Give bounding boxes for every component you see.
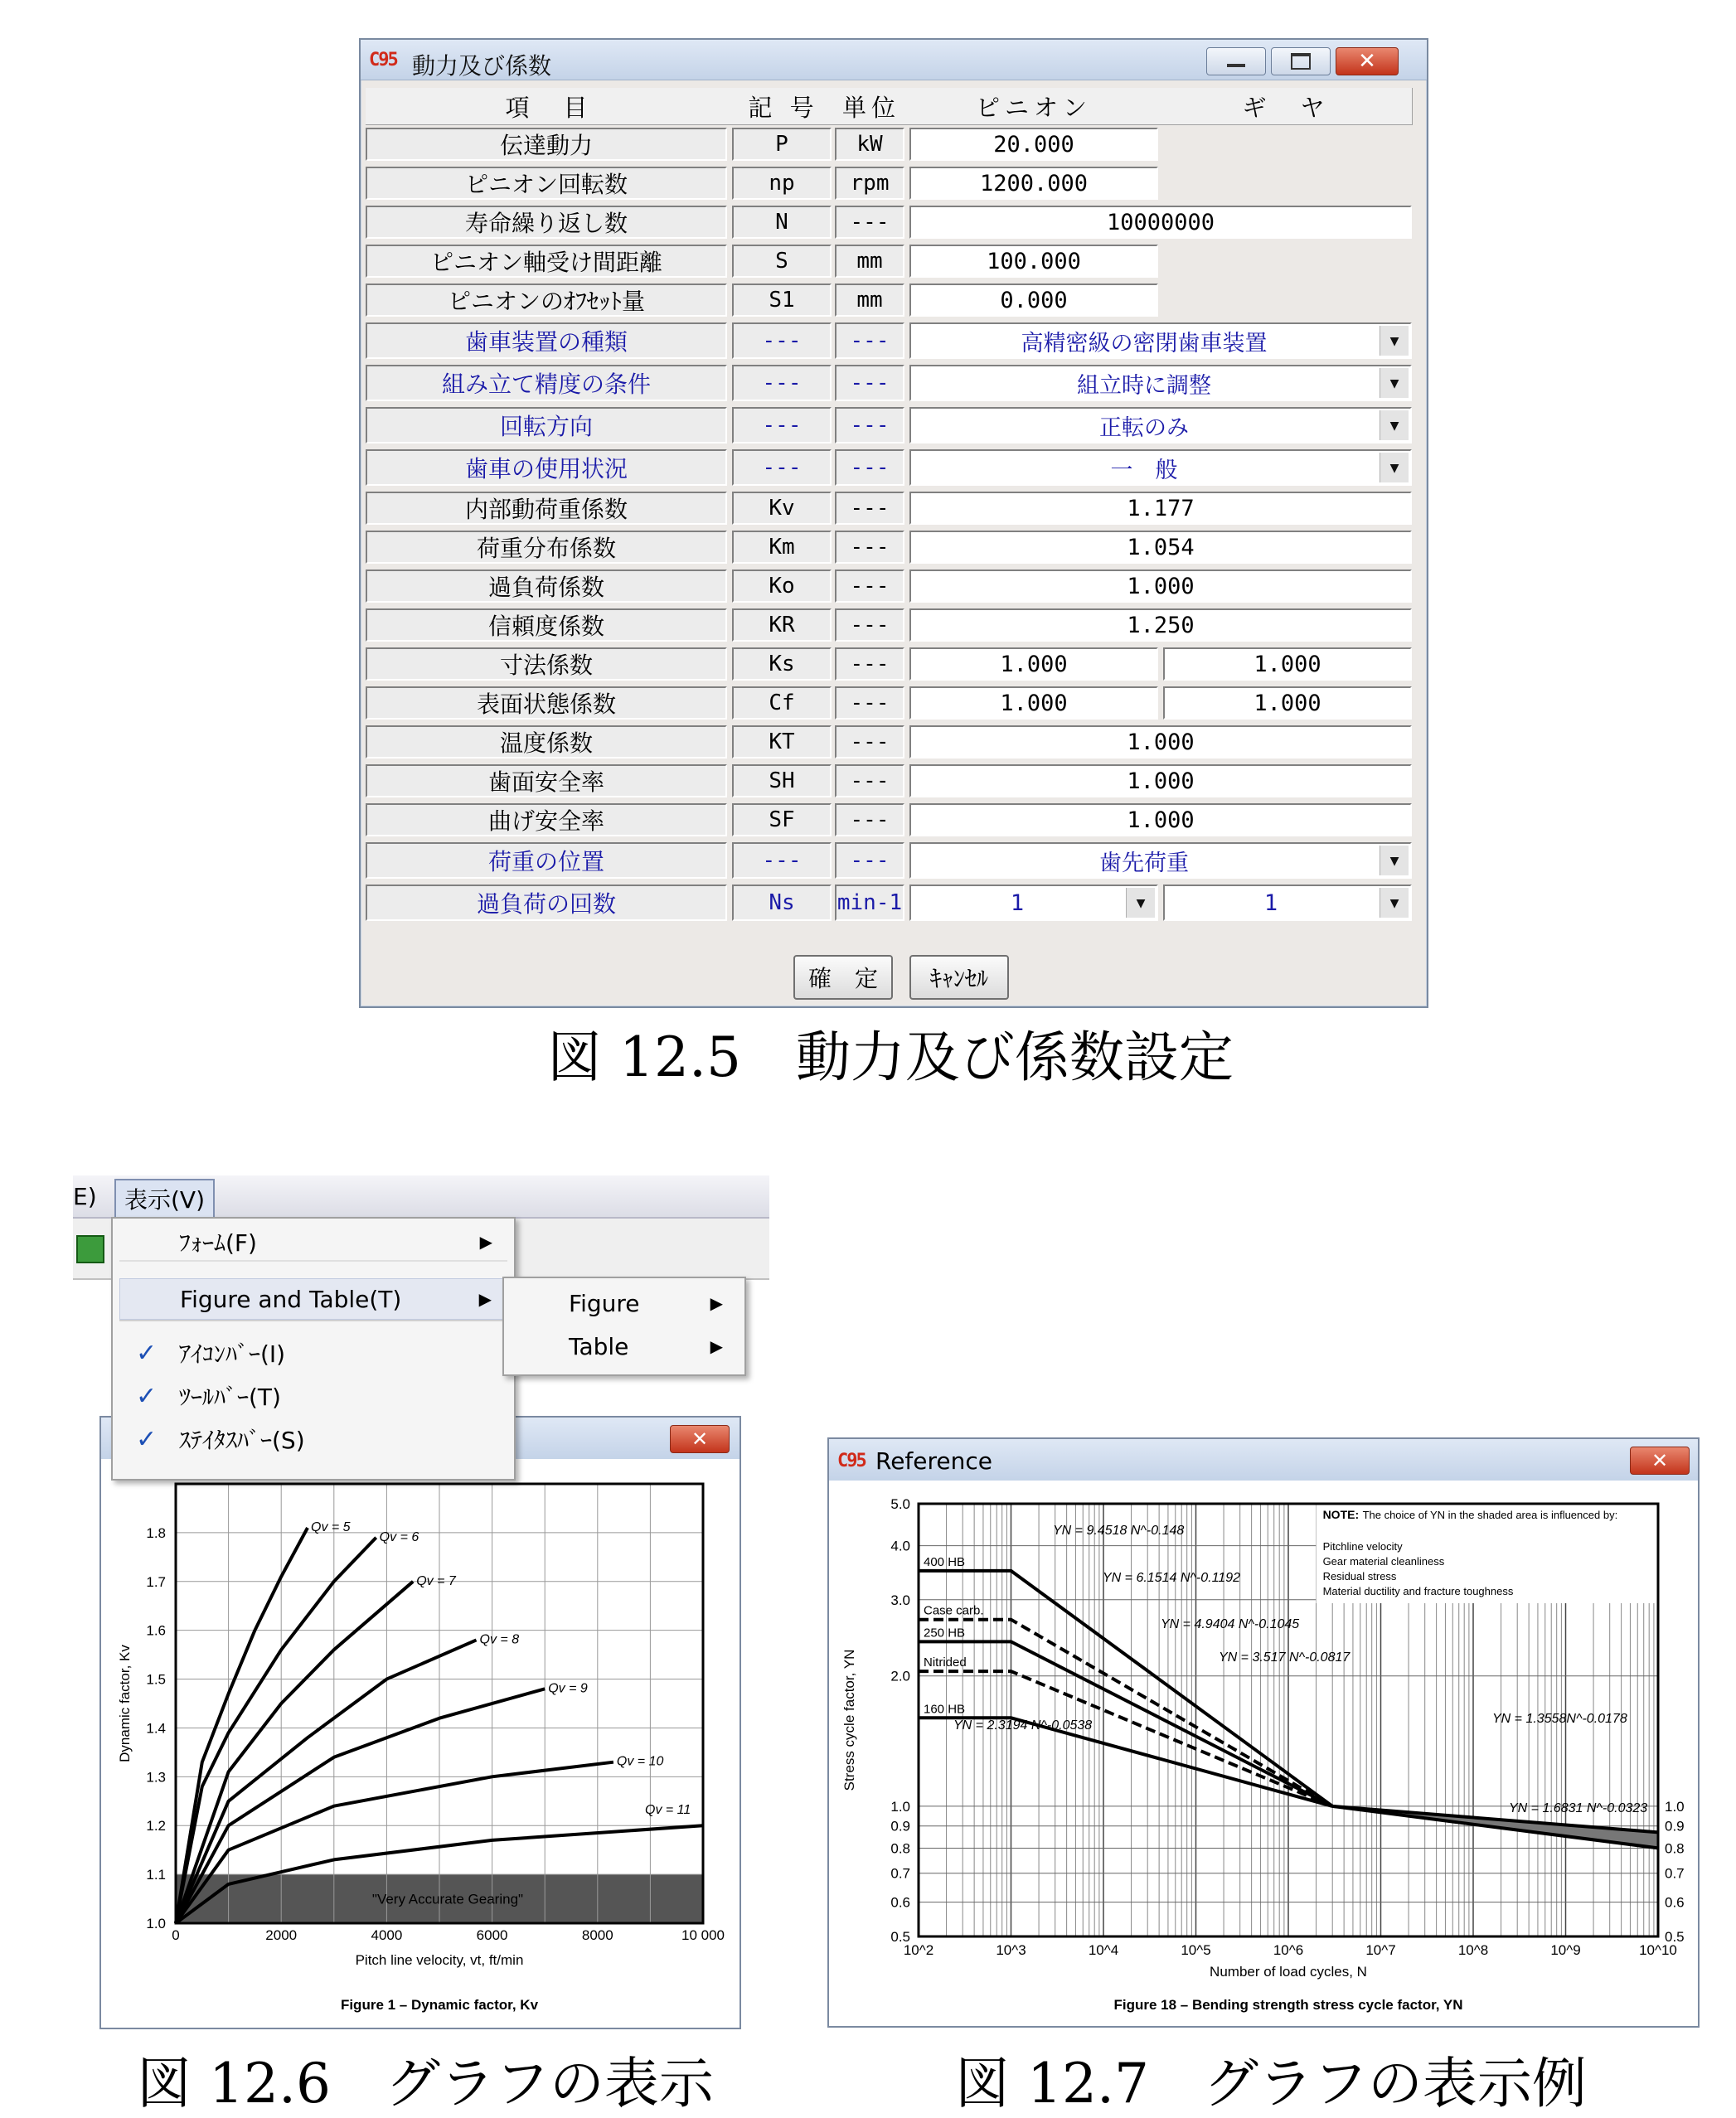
chevron-down-icon[interactable]: ▼ bbox=[1380, 368, 1409, 398]
select-value: 高精密級の密閉歯車装置 bbox=[1021, 330, 1268, 356]
chevron-down-icon[interactable]: ▼ bbox=[1380, 846, 1409, 875]
x-tick-label: 4000 bbox=[371, 1927, 403, 1943]
row-label: 温度係数 bbox=[366, 725, 727, 759]
row-label: 内部動荷重係数 bbox=[366, 492, 727, 525]
figure-caption: Figure 18 – Bending strength stress cycle factor, YN bbox=[1113, 1997, 1463, 2013]
row-unit: --- bbox=[835, 803, 904, 836]
note-title: NOTE: bbox=[1322, 1508, 1360, 1521]
y-tick-label: 1.8 bbox=[146, 1524, 166, 1541]
ok-button[interactable]: 確 定 bbox=[793, 955, 893, 1000]
x-tick-label: 0 bbox=[172, 1927, 180, 1943]
minimize-button[interactable] bbox=[1206, 47, 1266, 75]
row-label: 過負荷の回数 bbox=[366, 885, 727, 921]
value-field[interactable]: 1.000 bbox=[909, 725, 1412, 759]
gear-value-field[interactable]: 1.000 bbox=[1163, 686, 1412, 720]
value-field[interactable]: 1.000 bbox=[909, 764, 1412, 797]
close-icon: ✕ bbox=[691, 1427, 709, 1451]
header-cell: 記 号 bbox=[732, 88, 836, 125]
submenu-arrow-icon: ▶ bbox=[710, 1293, 723, 1313]
reference-title: Reference bbox=[875, 1447, 992, 1475]
note-item: Residual stress bbox=[1322, 1570, 1397, 1582]
y-tick-label-right: 1.0 bbox=[1665, 1798, 1685, 1815]
option-select[interactable] bbox=[909, 449, 1412, 486]
row-symbol: np bbox=[732, 167, 832, 200]
row-label: 信頼度係数 bbox=[366, 608, 727, 642]
row-symbol: KT bbox=[732, 725, 832, 759]
kv-close-button[interactable] bbox=[670, 1425, 730, 1453]
row-symbol: Ko bbox=[732, 569, 832, 603]
x-tick-label: 10^4 bbox=[1088, 1942, 1119, 1958]
row-label: 表面状態係数 bbox=[366, 686, 727, 720]
yn-curve bbox=[919, 1671, 1332, 1806]
kv-curve-label: Qv = 7 bbox=[416, 1573, 456, 1588]
menu-item[interactable] bbox=[119, 1278, 507, 1320]
pinion-value-field[interactable]: 0.000 bbox=[909, 284, 1158, 317]
row-label: 歯面安全率 bbox=[366, 764, 727, 797]
menu-item-label: Figure and Table(T) bbox=[180, 1285, 402, 1313]
y-tick-label: 1.3 bbox=[146, 1769, 166, 1786]
formula-annotation: YN = 3.517 N^-0.0817 bbox=[1219, 1650, 1350, 1665]
y-tick-label: 3.0 bbox=[890, 1592, 910, 1608]
row-symbol: Ks bbox=[732, 647, 832, 681]
x-tick-label: 10^8 bbox=[1457, 1942, 1489, 1958]
x-axis-label: Number of load cycles, N bbox=[1210, 1964, 1367, 1980]
y-tick-label-right: 0.6 bbox=[1665, 1894, 1685, 1911]
row-unit: min-1 bbox=[835, 885, 904, 921]
submenu-arrow-icon: ▶ bbox=[479, 1232, 492, 1252]
submenu-arrow-icon: ▶ bbox=[478, 1289, 492, 1309]
formula-annotation: YN = 6.1514 N^-0.1192 bbox=[1103, 1571, 1240, 1585]
row-unit: --- bbox=[835, 842, 904, 879]
value-field[interactable]: 1.000 bbox=[909, 803, 1412, 836]
row-symbol: S1 bbox=[732, 284, 832, 317]
pinion-value-field[interactable]: 1.000 bbox=[909, 686, 1158, 720]
row-unit: --- bbox=[835, 449, 904, 486]
row-label: 曲げ安全率 bbox=[366, 803, 727, 836]
pinion-select[interactable] bbox=[909, 885, 1158, 921]
material-label: 250 HB bbox=[924, 1626, 966, 1641]
select-value: 一 般 bbox=[1110, 457, 1178, 483]
green-tool-icon[interactable] bbox=[76, 1235, 104, 1263]
row-unit: mm bbox=[835, 245, 904, 278]
y-tick-label: 0.9 bbox=[890, 1818, 910, 1834]
x-tick-label: 10^7 bbox=[1365, 1942, 1396, 1958]
value-field[interactable]: 1.177 bbox=[909, 492, 1412, 525]
row-label: 伝達動力 bbox=[366, 128, 727, 161]
row-label: ピニオン回転数 bbox=[366, 167, 727, 200]
close-icon: ✕ bbox=[1651, 1449, 1669, 1472]
submenu-item[interactable] bbox=[511, 1326, 738, 1366]
minimize-icon bbox=[1227, 64, 1245, 67]
chevron-down-icon[interactable]: ▼ bbox=[1380, 410, 1409, 440]
caption-fig-12-7: 図 12.7 グラフの表示例 bbox=[955, 2052, 1587, 2116]
x-tick-label: 2000 bbox=[265, 1927, 298, 1943]
kv-curve-label: Qv = 11 bbox=[645, 1803, 691, 1818]
row-unit: kW bbox=[835, 128, 904, 161]
row-symbol: SF bbox=[732, 803, 832, 836]
checkmark-icon: ✓ bbox=[136, 1424, 158, 1454]
row-unit: --- bbox=[835, 569, 904, 603]
y-tick-label-right: 0.9 bbox=[1665, 1818, 1685, 1834]
reference-titlebar[interactable] bbox=[829, 1439, 1698, 1481]
y-tick-label: 5.0 bbox=[890, 1496, 910, 1512]
power-coefficient-dialog bbox=[359, 38, 1428, 1008]
material-label: 400 HB bbox=[924, 1554, 966, 1569]
row-label: 荷重の位置 bbox=[366, 842, 727, 879]
select-value: 歯先荷重 bbox=[1099, 850, 1189, 876]
pinion-value-field[interactable]: 1200.000 bbox=[909, 167, 1158, 200]
formula-annotation: YN = 1.3558N^-0.0178 bbox=[1492, 1712, 1627, 1726]
chevron-down-icon[interactable]: ▼ bbox=[1380, 326, 1409, 356]
row-unit: --- bbox=[835, 322, 904, 359]
menu-edit-partial[interactable]: E) bbox=[73, 1183, 97, 1210]
menu-item[interactable] bbox=[119, 1376, 507, 1416]
y-tick-label: 0.7 bbox=[890, 1865, 910, 1882]
x-tick-label: 10 000 bbox=[681, 1927, 725, 1943]
header-cell: ピニオン bbox=[908, 88, 1161, 125]
y-tick-label: 1.1 bbox=[146, 1867, 166, 1883]
note-item: Pitchline velocity bbox=[1322, 1540, 1403, 1553]
y-tick-label: 0.8 bbox=[890, 1840, 910, 1857]
row-unit: --- bbox=[835, 531, 904, 564]
row-symbol: --- bbox=[732, 365, 832, 401]
reference-close-button[interactable] bbox=[1630, 1447, 1690, 1475]
x-tick-label: 10^9 bbox=[1550, 1942, 1581, 1958]
app-logo: C95 bbox=[369, 50, 397, 70]
row-label: ピニオン軸受け間距離 bbox=[366, 245, 727, 278]
y-tick-label-right: 0.5 bbox=[1665, 1929, 1685, 1945]
y-tick-label: 0.6 bbox=[890, 1894, 910, 1911]
x-tick-label: 10^6 bbox=[1273, 1942, 1304, 1958]
y-tick-label-right: 0.7 bbox=[1665, 1865, 1685, 1882]
row-symbol: KR bbox=[732, 608, 832, 642]
row-unit: --- bbox=[835, 206, 904, 239]
note-item: Gear material cleanliness bbox=[1322, 1555, 1445, 1568]
checkmark-icon: ✓ bbox=[136, 1381, 158, 1411]
header-cell: 単位 bbox=[835, 88, 909, 125]
row-symbol: P bbox=[732, 128, 832, 161]
y-tick-label: 1.7 bbox=[146, 1573, 166, 1590]
note-item: Material ductility and fracture toughness bbox=[1322, 1585, 1514, 1597]
chevron-down-icon[interactable]: ▼ bbox=[1380, 888, 1409, 918]
menu-item-label: ｱｲｺﾝﾊﾞｰ(I) bbox=[179, 1340, 286, 1368]
y-tick-label: 1.0 bbox=[890, 1798, 910, 1815]
gear-select[interactable] bbox=[1163, 885, 1412, 921]
x-tick-label: 8000 bbox=[581, 1927, 613, 1943]
yn-curve bbox=[919, 1620, 1332, 1806]
y-tick-label: 2.0 bbox=[890, 1668, 910, 1684]
menu-item-label: ｽﾃｲﾀｽﾊﾞｰ(S) bbox=[179, 1427, 305, 1454]
checkmark-icon: ✓ bbox=[136, 1338, 158, 1368]
row-symbol: --- bbox=[732, 449, 832, 486]
value-field[interactable]: 1.250 bbox=[909, 608, 1412, 642]
y-tick-label: 0.5 bbox=[890, 1929, 910, 1945]
row-label: 過負荷係数 bbox=[366, 569, 727, 603]
row-symbol: S bbox=[732, 245, 832, 278]
row-unit: --- bbox=[835, 365, 904, 401]
kv-chart-window bbox=[99, 1416, 741, 2029]
option-select[interactable] bbox=[909, 322, 1412, 359]
menu-item-label: ﾌｫｰﾑ(F) bbox=[179, 1229, 257, 1257]
y-tick-label: 1.2 bbox=[146, 1818, 166, 1834]
formula-annotation: YN = 4.9404 N^-0.1045 bbox=[1161, 1617, 1300, 1631]
row-unit: --- bbox=[835, 492, 904, 525]
x-tick-label: 10^10 bbox=[1639, 1942, 1677, 1958]
menu-separator bbox=[119, 1320, 507, 1321]
kv-curve-label: Qv = 10 bbox=[616, 1754, 664, 1769]
formula-annotation: YN = 1.6831 N^-0.0323 bbox=[1509, 1801, 1648, 1815]
formula-annotation: YN = 9.4518 N^-0.148 bbox=[1053, 1524, 1185, 1538]
menu-view[interactable]: 表示(V) bbox=[114, 1179, 215, 1219]
row-symbol: Km bbox=[732, 531, 832, 564]
row-symbol: Kv bbox=[732, 492, 832, 525]
row-unit: --- bbox=[835, 608, 904, 642]
row-label: 回転方向 bbox=[366, 407, 727, 443]
x-tick-label: 10^3 bbox=[996, 1942, 1026, 1958]
row-label: 組み立て精度の条件 bbox=[366, 365, 727, 401]
x-tick-label: 6000 bbox=[476, 1927, 508, 1943]
reference-window bbox=[827, 1437, 1700, 2028]
row-label: 歯車装置の種類 bbox=[366, 322, 727, 359]
select-value: 正転のみ bbox=[1099, 414, 1189, 441]
kv-curve-label: Qv = 8 bbox=[479, 1632, 520, 1647]
kv-curve-label: Qv = 6 bbox=[379, 1529, 419, 1544]
view-menu-dropdown bbox=[111, 1217, 516, 1481]
row-unit: --- bbox=[835, 686, 904, 720]
figure-table-submenu bbox=[502, 1277, 746, 1376]
row-label: 寿命繰り返し数 bbox=[366, 206, 727, 239]
option-select[interactable] bbox=[909, 842, 1412, 879]
submenu-item-label: Figure bbox=[569, 1289, 640, 1317]
menu-item[interactable] bbox=[119, 1419, 507, 1459]
y-tick-label: 1.0 bbox=[146, 1916, 166, 1931]
select-value: 1 bbox=[1010, 889, 1025, 916]
submenu-arrow-icon: ▶ bbox=[710, 1336, 723, 1356]
y-axis-label: Dynamic factor, Kv bbox=[117, 1645, 133, 1762]
menu-separator bbox=[119, 1260, 507, 1262]
row-symbol: --- bbox=[732, 842, 832, 879]
dialog-title: 動力及び係数 bbox=[412, 52, 552, 80]
formula-annotation: YN = 2.3194 N^-0.0538 bbox=[953, 1718, 1093, 1733]
pinion-value-field[interactable]: 1.000 bbox=[909, 647, 1158, 681]
row-label: 歯車の使用状況 bbox=[366, 449, 727, 486]
app-menubar bbox=[73, 1175, 769, 1219]
dialog-titlebar[interactable] bbox=[361, 40, 1427, 80]
row-symbol: N bbox=[732, 206, 832, 239]
row-symbol: --- bbox=[732, 407, 832, 443]
select-value: 組立時に調整 bbox=[1077, 372, 1211, 399]
yn-chart bbox=[829, 1481, 1695, 2024]
value-field[interactable]: 1.054 bbox=[909, 531, 1412, 564]
close-icon: ✕ bbox=[1358, 49, 1376, 74]
maximize-icon bbox=[1291, 53, 1311, 70]
row-label: 寸法係数 bbox=[366, 647, 727, 681]
header-cell: 項 目 bbox=[366, 88, 733, 125]
pinion-value-field[interactable]: 100.000 bbox=[909, 245, 1158, 278]
menu-item-label: ﾂｰﾙﾊﾞｰ(T) bbox=[179, 1384, 281, 1411]
row-symbol: Cf bbox=[732, 686, 832, 720]
row-label: 荷重分布係数 bbox=[366, 531, 727, 564]
caption-fig-12-6: 図 12.6 グラフの表示 bbox=[137, 2052, 714, 2116]
x-axis-label: Pitch line velocity, vt, ft/min bbox=[355, 1952, 524, 1968]
row-unit: --- bbox=[835, 764, 904, 797]
menu-item[interactable] bbox=[119, 1222, 507, 1262]
close-button[interactable] bbox=[1336, 47, 1399, 75]
maximize-button[interactable] bbox=[1271, 47, 1331, 75]
row-unit: --- bbox=[835, 647, 904, 681]
row-label: ピニオンのｵﾌｾｯﾄ量 bbox=[366, 284, 727, 317]
row-unit: mm bbox=[835, 284, 904, 317]
x-tick-label: 10^5 bbox=[1181, 1942, 1211, 1958]
header-cell: ギ ヤ bbox=[1160, 88, 1413, 125]
option-select[interactable] bbox=[909, 365, 1412, 401]
gear-value-field[interactable]: 1.000 bbox=[1163, 647, 1412, 681]
y-axis-label: Stress cycle factor, YN bbox=[841, 1649, 857, 1791]
submenu-item[interactable] bbox=[511, 1283, 738, 1323]
y-tick-label: 1.4 bbox=[146, 1720, 166, 1737]
figure-caption: Figure 1 – Dynamic factor, Kv bbox=[340, 1997, 539, 2013]
menu-item[interactable] bbox=[119, 1333, 507, 1373]
caption-fig-12-5: 図 12.5 動力及び係数設定 bbox=[547, 1025, 1234, 1089]
kv-chart bbox=[101, 1459, 736, 2026]
y-tick-label: 1.6 bbox=[146, 1622, 166, 1639]
chevron-down-icon[interactable]: ▼ bbox=[1126, 888, 1155, 918]
kv-curve-label: Qv = 9 bbox=[548, 1681, 588, 1696]
pinion-value-field[interactable]: 20.000 bbox=[909, 128, 1158, 161]
select-value: 1 bbox=[1263, 889, 1278, 916]
cancel-button[interactable]: ｷｬﾝｾﾙ bbox=[909, 955, 1009, 1000]
material-label: Nitrided bbox=[924, 1655, 967, 1670]
material-label: Case carb. bbox=[924, 1603, 984, 1618]
shaded-label: "Very Accurate Gearing" bbox=[371, 1891, 524, 1907]
material-label: 160 HB bbox=[924, 1702, 966, 1717]
note-text: The choice of YN in the shaded area is influenced by: bbox=[1362, 1509, 1618, 1521]
chevron-down-icon[interactable]: ▼ bbox=[1380, 453, 1409, 482]
value-field[interactable]: 10000000 bbox=[909, 206, 1412, 239]
row-symbol: Ns bbox=[732, 885, 832, 921]
row-symbol: --- bbox=[732, 322, 832, 359]
y-tick-label-right: 0.8 bbox=[1665, 1840, 1685, 1857]
kv-curve-label: Qv = 5 bbox=[311, 1520, 351, 1534]
y-tick-label: 1.5 bbox=[146, 1671, 166, 1688]
y-tick-label: 4.0 bbox=[890, 1538, 910, 1554]
app-logo: C95 bbox=[837, 1451, 866, 1471]
option-select[interactable] bbox=[909, 407, 1412, 443]
submenu-item-label: Table bbox=[569, 1332, 629, 1360]
row-symbol: SH bbox=[732, 764, 832, 797]
row-unit: --- bbox=[835, 725, 904, 759]
row-unit: rpm bbox=[835, 167, 904, 200]
row-unit: --- bbox=[835, 407, 904, 443]
x-tick-label: 10^2 bbox=[903, 1942, 934, 1958]
value-field[interactable]: 1.000 bbox=[909, 569, 1412, 603]
